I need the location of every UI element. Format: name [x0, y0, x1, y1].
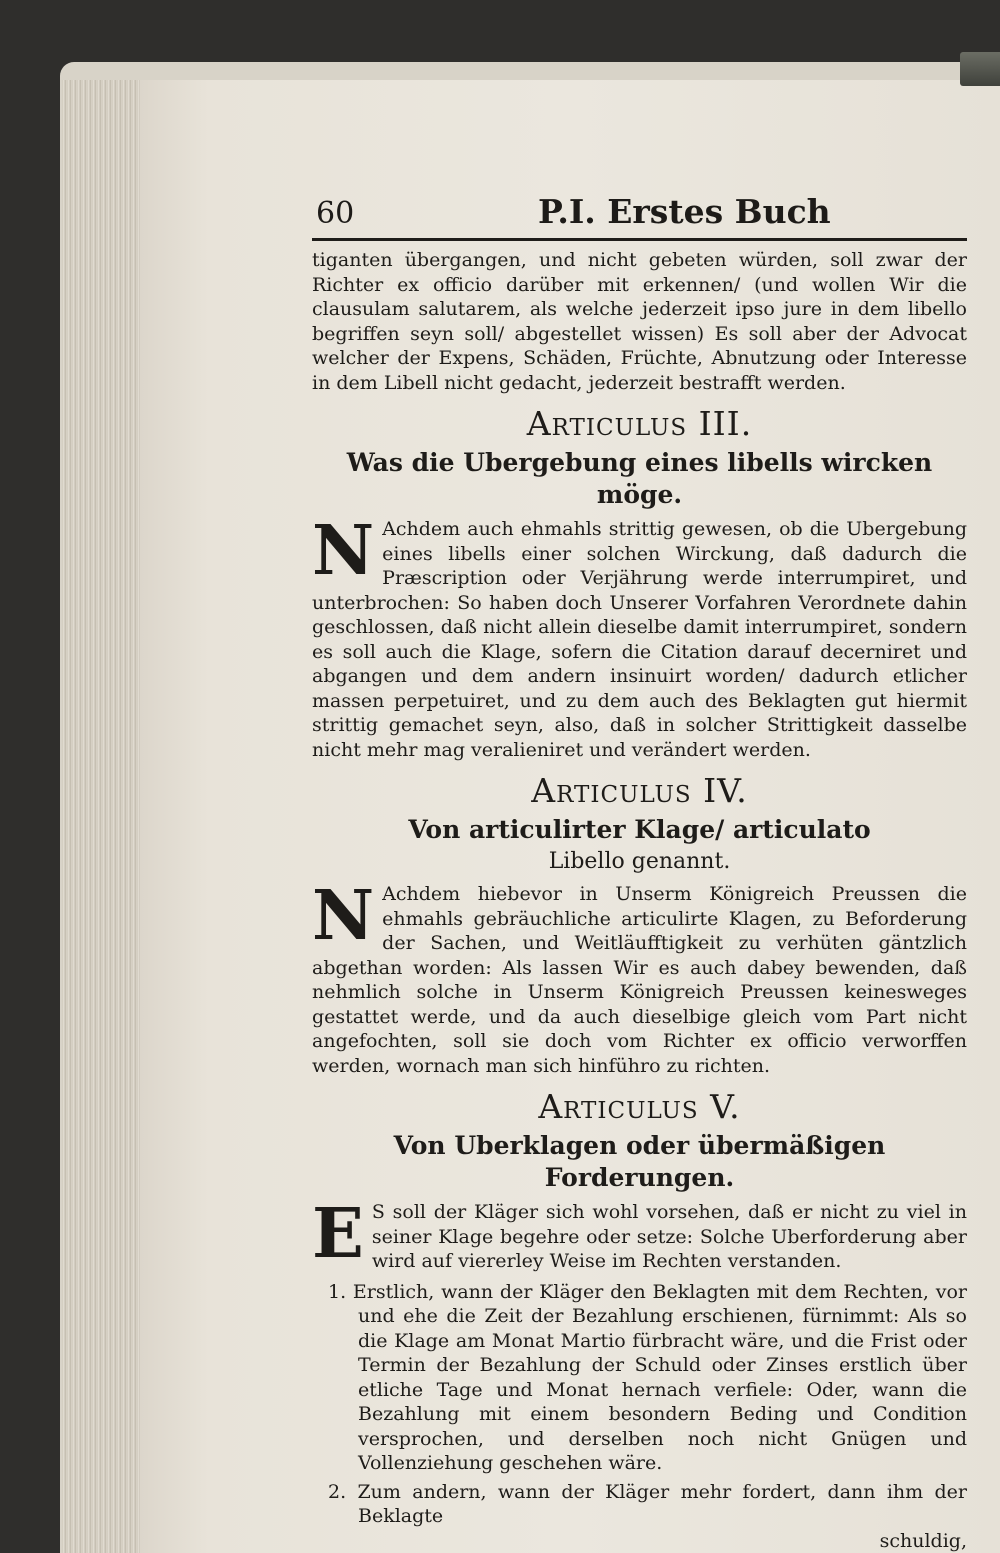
drop-cap: N: [312, 511, 375, 591]
list-item: 1. Erstlich, wann der Kläger den Beklagten mit dem Rechten, vor und ehe die Zeit der Bezahlung erschienen, fürnimmt: Als so die Klage am Monat Martio fürbracht wäre, und die Frist oder Termin der Bezahlung der Schuld oder Zinses erstlich über etliche Tage und Monat hernach verfiele: Oder, wann die Bezahlung mit einem besondern Beding und Condition versprochen, und derselben noch nicht Gnügen und Vollenziehung geschehen wäre.: [328, 1280, 967, 1474]
article-5-heading: Articulus V.: [538, 1087, 741, 1126]
page-number: 60: [316, 196, 355, 231]
article-5-title: Von Uberklagen oder übermäßigen Forderungen.: [393, 1131, 886, 1192]
article-4-title: Von articulirter Klage/ articulato: [408, 815, 871, 844]
article-4-paragraph: [312, 876, 967, 1078]
article-3-text: Achdem auch ehmahls strittig gewesen, ob die Ubergebung eines libells einer solchen Wirckung, daß dadurch die Præscription oder Verjährung werde interrumpiret, und unterbrochen: So haben doch Unserer Vorfahren Verordnete dahin geschlossen, daß nicht allein dieselbe damit interrumpiret, sondern es soll auch die Klage, sofern die Citation darauf decerniret und abgangen und dem andern insinuirt worden/ dadurch etlicher massen perpetuiret, und zu dem auch des Beklagten gut hiermit strittig gemachet seyn, also, daß in solcher Strittigkeit dasselbe nicht mehr mag veralieniret und verändert werden.: [312, 518, 967, 761]
drop-cap: E: [312, 1194, 364, 1274]
article-3-title: Was die Ubergebung eines libells wircken möge.: [346, 448, 933, 509]
list-item: 2. Zum andern, wann der Kläger mehr fordert, dann ihm der Beklagte: [328, 1480, 967, 1527]
page-header: [312, 190, 967, 240]
article-3-heading: Articulus III.: [526, 404, 753, 443]
article-4-title-line2: Libello genannt.: [548, 849, 731, 874]
article-5-paragraph: [312, 1194, 967, 1274]
article-3-paragraph: [312, 511, 967, 762]
intro-paragraph: tiganten übergangen, und nicht gebeten würden, soll zwar der Richter ex officio darüber mit erkennen/ (und wollen Wir die clausulam salutarem, als welche jederzeit ipso jure in dem libello begriffen seyn soll/ abgestellet wissen) Es soll aber der Advocat welcher der Expens, Schäden, Früchte, Abnutzung oder Interesse in dem Libell nicht gedacht, jederzeit bestrafft werden.: [312, 249, 967, 394]
article-4-heading: Articulus IV.: [531, 771, 748, 810]
page-clip: [960, 52, 1000, 86]
header-rule: [312, 238, 967, 241]
catchword: schuldig,: [879, 1529, 967, 1552]
page-edges: [62, 80, 142, 1553]
article-4-text: Achdem hiebevor in Unserm Königreich Preussen die ehmahls gebräuchliche articulirte Klagen, zu Beforderung der Sachen, und Weitläufftigkeit zu verhüten gäntzlich abgethan worden: Als lassen Wir es auch dabey bewenden, daß nehmlich solche in Unserm Königreich Preussen keinesweges gestattet werde, und da auch dieselbige gleich vom Part nicht angefochten, soll sie doch vom Richter ex officio verworffen werden, wornach man sich hinführo zu richten.: [312, 883, 967, 1077]
article-5-text: S soll der Kläger sich wohl vorsehen, daß er nicht zu viel in seiner Klage begehre oder setze: Solche Uberforderung aber wird auf viererley Weise im Rechten verstanden.: [371, 1201, 967, 1272]
running-head: P.I. Erstes Buch: [538, 192, 831, 231]
page-body: [312, 248, 967, 1553]
drop-cap: N: [312, 876, 375, 956]
